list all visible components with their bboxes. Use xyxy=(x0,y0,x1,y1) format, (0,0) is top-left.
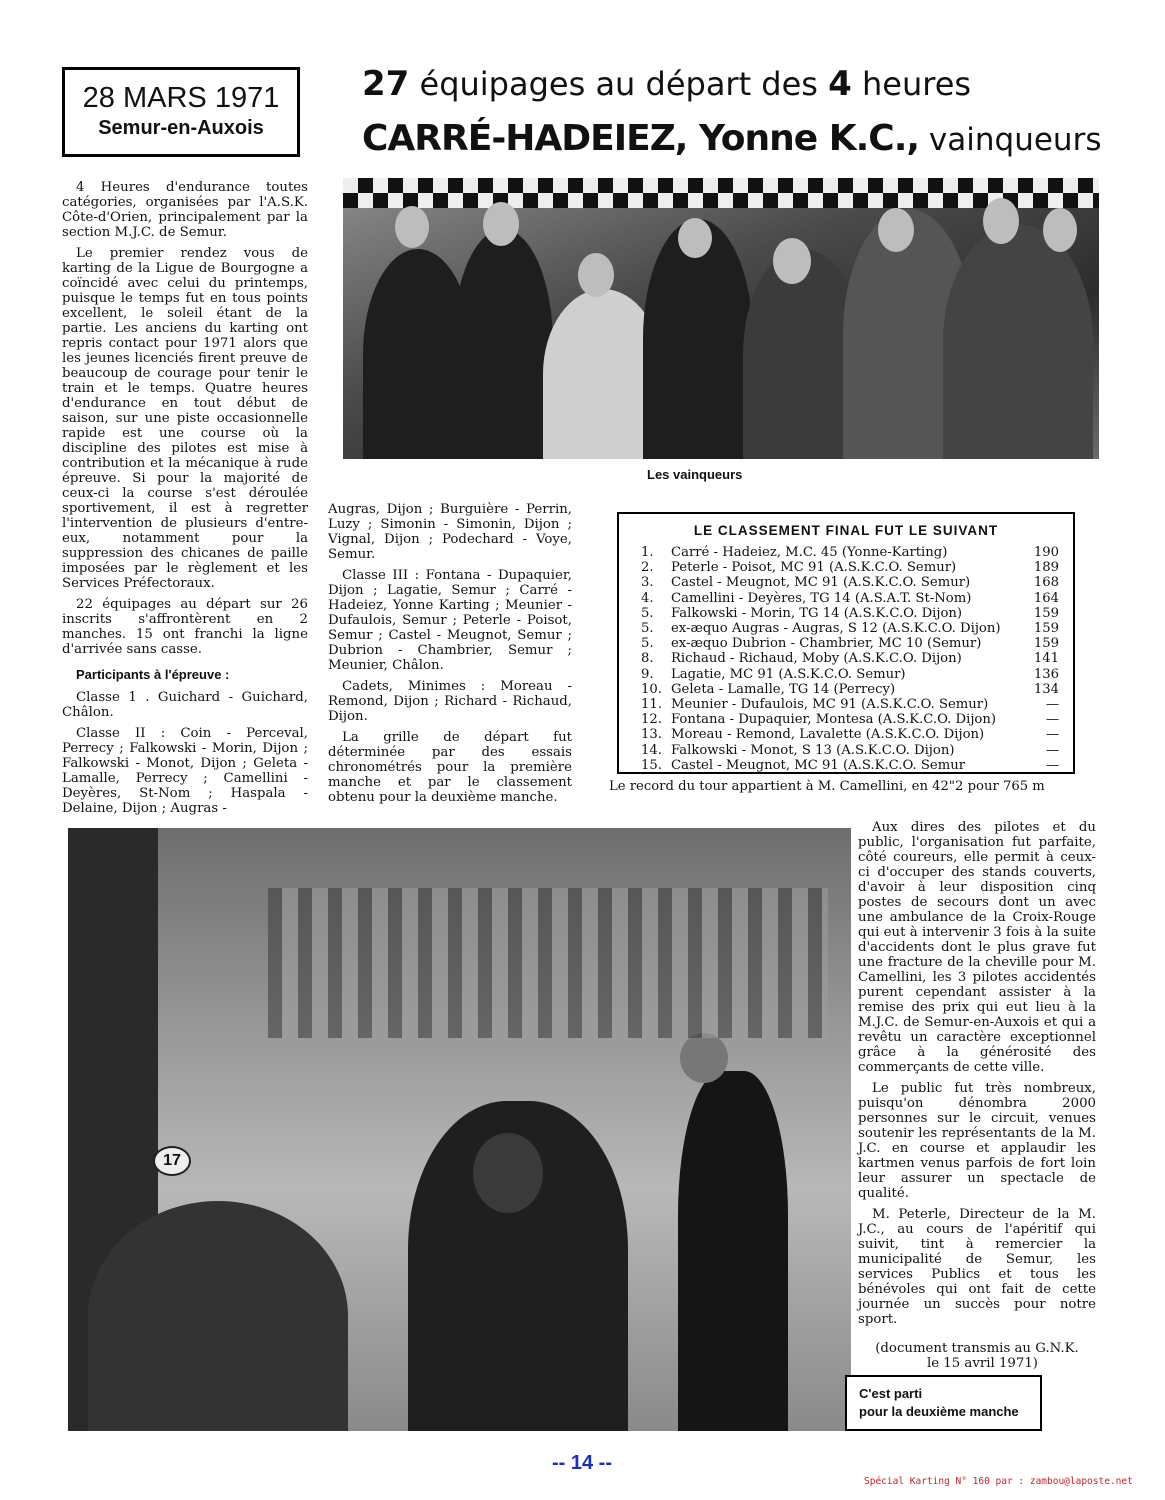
rank-position: 14. xyxy=(641,742,662,758)
headline-number-2: 4 xyxy=(828,64,852,104)
ranking-row xyxy=(619,667,1073,682)
rank-position: 2. xyxy=(641,560,654,576)
rank-team: Castel - Meugnot, MC 91 (A.S.K.C.O. Semur) xyxy=(671,575,971,591)
headline xyxy=(362,64,1142,104)
participants-heading: Participants à l'épreuve : xyxy=(76,667,230,682)
race-start-caption-line-1: C'est parti xyxy=(859,1386,923,1401)
rank-score: 189 xyxy=(1033,560,1059,576)
ranking-row xyxy=(619,560,1073,575)
ranking-row xyxy=(619,697,1073,712)
ranking-row xyxy=(619,636,1073,651)
rank-team: Camellini - Deyères, TG 14 (A.S.A.T. St-Nom) xyxy=(671,590,972,606)
rank-score: 164 xyxy=(1033,590,1059,606)
rank-position: 5. xyxy=(641,605,654,621)
subheadline xyxy=(362,114,1142,165)
paragraph: Classe II : Coin - Perceval, Perrecy ; Falkowski - Morin, Dijon ; Falkowski - Monot, Dijon ; Geleta - Lamalle, Perrecy ; Camellini - Deyères, St-Nom ; Haspala - Delaine, Dijon ; Augras - xyxy=(62,726,308,816)
paragraph: La grille de départ fut déterminée par des essais chronométrés pour la première manche et par le classement obtenu pour la deuxième manche. xyxy=(328,730,572,805)
rank-position: 15. xyxy=(641,757,662,773)
ranking-row xyxy=(619,606,1073,621)
subheadline-winners: CARRÉ-HADEIEZ, Yonne K.C., xyxy=(362,118,920,159)
rank-score: 134 xyxy=(1033,681,1059,697)
rank-score: 159 xyxy=(1033,636,1059,652)
rank-position: 9. xyxy=(641,666,654,682)
winners-photo xyxy=(343,178,1099,459)
ranking-row xyxy=(619,591,1073,606)
article-column-2 xyxy=(328,502,572,811)
rank-position: 3. xyxy=(641,575,654,591)
rank-team: Lagatie, MC 91 (A.S.K.C.O. Semur) xyxy=(671,666,906,682)
paragraph: Classe 1 . Guichard - Guichard, Châlon. xyxy=(62,690,308,720)
ranking-row xyxy=(619,545,1073,560)
rank-score: — xyxy=(1045,712,1059,728)
ranking-title: LE CLASSEMENT FINAL FUT LE SUIVANT xyxy=(693,523,999,538)
ranking-row xyxy=(619,758,1073,773)
document-note-line-1: (document transmis au G.N.K. xyxy=(875,1341,1079,1356)
headline-number-1: 27 xyxy=(362,64,410,104)
rank-score: — xyxy=(1045,727,1059,743)
article-column-1 xyxy=(62,180,308,822)
paragraph: Le premier rendez vous de karting de la Ligue de Bourgogne a coïncidé avec celui du printemps, puisque le temps fut en tous points excellent, le soleil étant de la partie. Les anciens du karting ont repris contact pour 1971 alors que les jeunes licenciés firent preuve de beaucoup de courage pour tenir le train et le temps. Quatre heures d'endurance en tout début de saison, sur une piste occasionnelle rapide est une course où la discipline des pilotes est mise à contribution et la mécanique à rude épreuve. Si pour la majorité de ceux-ci la course s'est déroulée sportivement, il est à regretter l'intervention de plusieurs d'entre-eux, notamment pour la suppression des chicanes de paille imposées par le règlement et les Services Préfectoraux. xyxy=(62,246,308,591)
ranking-row xyxy=(619,682,1073,697)
rank-team: Peterle - Poisot, MC 91 (A.S.K.C.O. Semur) xyxy=(671,560,957,576)
rank-team: Castel - Meugnot, MC 91 (A.S.K.C.O. Semur xyxy=(671,757,966,773)
rank-team: Carré - Hadeiez, M.C. 45 (Yonne-Karting) xyxy=(671,545,948,560)
ranking-row xyxy=(619,575,1073,590)
kart-number: 17 xyxy=(153,1146,191,1176)
headline-mid: équipages au départ des xyxy=(409,65,829,103)
final-ranking-table xyxy=(617,512,1075,774)
race-start-caption-line-2: pour la deuxième manche xyxy=(859,1404,1019,1419)
rank-position: 11. xyxy=(641,697,662,713)
paragraph: 4 Heures d'endurance toutes catégories, organisées par l'A.S.K. Côte-d'Orien, principalement par la section M.J.C. de Semur. xyxy=(62,180,308,240)
ranking-rows xyxy=(619,545,1073,773)
ranking-row xyxy=(619,651,1073,666)
rank-team: Richaud - Richaud, Moby (A.S.K.C.O. Dijon) xyxy=(671,651,962,667)
lap-record: Le record du tour appartient à M. Camellini, en 42"2 pour 765 m xyxy=(609,779,1045,794)
page-number: -- 14 -- xyxy=(552,1452,612,1474)
rank-team: Falkowski - Monot, S 13 (A.S.K.C.O. Dijon) xyxy=(671,742,955,758)
article-column-3 xyxy=(858,820,1096,1377)
paragraph: 22 équipages au départ sur 26 inscrits s'affrontèrent en 2 manches. 15 ont franchi la ligne d'arrivée sans casse. xyxy=(62,597,308,657)
rank-team: ex-æquo Augras - Augras, S 12 (A.S.K.C.O. Dijon) xyxy=(671,621,1001,637)
checkered-flag-backdrop xyxy=(343,178,1099,208)
winners-photo-caption: Les vainqueurs xyxy=(647,467,743,482)
date: 28 MARS 1971 xyxy=(82,82,280,114)
headline-end: heures xyxy=(851,65,972,103)
paragraph: Classe III : Fontana - Dupaquier, Dijon ; Lagatie, Semur ; Carré - Hadeiez, Yonne Karting ; Meunier - Dufaulois, Semur ; Peterle - Poisot, Semur ; Castel - Meugnot, Semur ; Dubrion - Chambrier, Semur ; Meunier, Châlon. xyxy=(328,568,572,673)
rank-score: 168 xyxy=(1033,575,1059,591)
rank-position: 4. xyxy=(641,590,654,606)
rank-score: 159 xyxy=(1033,605,1059,621)
subheadline-end: vainqueurs xyxy=(919,122,1102,158)
document-note-line-2: le 15 avril 1971) xyxy=(926,1356,1038,1371)
rank-team: ex-æquo Dubrion - Chambrier, MC 10 (Semur) xyxy=(671,636,982,652)
rank-position: 10. xyxy=(641,681,662,697)
paragraph: M. Peterle, Directeur de la M. J.C., au cours de l'apéritif qui suivit, tint à remercier la municipalité de Semur, les services Publics et tous les bénévoles qui ont fait de cette journée un succès pour notre sport. xyxy=(858,1207,1096,1327)
paragraph: Cadets, Minimes : Moreau - Remond, Dijon ; Richard - Richaud, Dijon. xyxy=(328,679,572,724)
place: Semur-en-Auxois xyxy=(98,117,264,139)
rank-position: 12. xyxy=(641,712,662,728)
ranking-row xyxy=(619,727,1073,742)
rank-team: Geleta - Lamalle, TG 14 (Perrecy) xyxy=(671,681,896,697)
ranking-row xyxy=(619,621,1073,636)
rank-team: Moreau - Remond, Lavalette (A.S.K.C.O. Dijon) xyxy=(671,727,985,743)
paragraph: Le public fut très nombreux, puisqu'on dénombra 2000 personnes sur le circuit, venues soutenir les représentants de la M. J.C. en course et applaudir les kartmen venus parfois de fort loin leur assurer un spectacle de qualité. xyxy=(858,1081,1096,1201)
rank-score: 159 xyxy=(1033,621,1059,637)
rank-position: 5. xyxy=(641,636,654,652)
rank-team: Meunier - Dufaulois, MC 91 (A.S.K.C.O. Semur) xyxy=(671,697,989,713)
date-box xyxy=(62,67,300,157)
rank-score: 141 xyxy=(1033,651,1059,667)
ranking-row xyxy=(619,743,1073,758)
race-start-caption xyxy=(845,1375,1042,1431)
rank-position: 13. xyxy=(641,727,662,743)
paragraph: Augras, Dijon ; Burguière - Perrin, Luzy ; Simonin - Simonin, Dijon ; Vignal, Dijon ; Podechard - Voye, Semur. xyxy=(328,502,572,562)
ranking-row xyxy=(619,712,1073,727)
rank-team: Fontana - Dupaquier, Montesa (A.S.K.C.O. Dijon) xyxy=(671,712,996,728)
rank-score: — xyxy=(1045,742,1059,758)
rank-team: Falkowski - Morin, TG 14 (A.S.K.C.O. Dijon) xyxy=(671,605,963,621)
footer-credit: Spécial Karting N° 160 par : zambou@laposte.net xyxy=(864,1476,1133,1487)
paragraph: Aux dires des pilotes et du public, l'organisation fut parfaite, côté coureurs, elle permit à ceux-ci d'occuper des stands couverts, d'avoir à leur disposition cinq postes de secours dont un avec une ambulance de la Croix-Rouge qui eut à intervenir 3 fois à la suite d'accidents dont le plus grave fut une fracture de la cheville pour M. Camellini, les 3 pilotes accidentés purent cependant assister à la remise des prix qui eut lieu à la M.J.C. de Semur-en-Auxois et qui a revêtu un caractère exceptionnel grâce à la générosité des commerçants de cette ville. xyxy=(858,820,1096,1075)
rank-score: — xyxy=(1045,697,1059,713)
rank-position: 5. xyxy=(641,621,654,637)
rank-score: 190 xyxy=(1033,545,1059,560)
rank-position: 1. xyxy=(641,545,654,560)
race-start-photo xyxy=(68,828,851,1431)
rank-position: 8. xyxy=(641,651,654,667)
rank-score: — xyxy=(1045,757,1059,773)
rank-score: 136 xyxy=(1033,666,1059,682)
